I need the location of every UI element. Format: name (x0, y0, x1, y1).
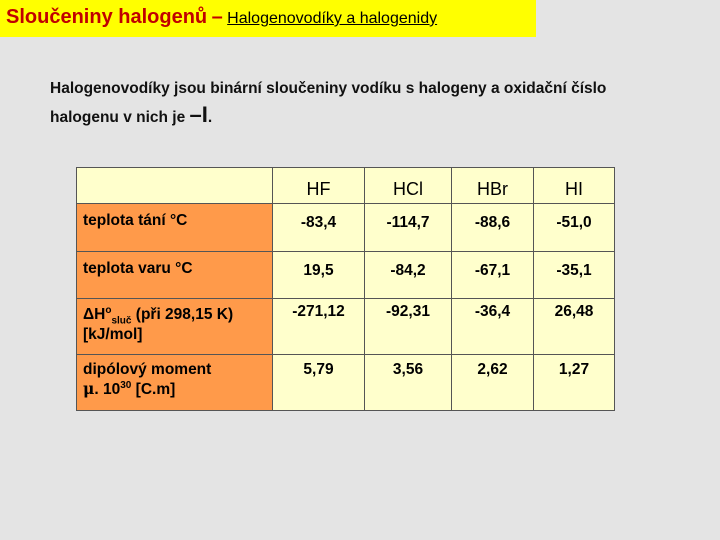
table-row (77, 252, 615, 299)
row-label-melting-point: teplota tání °C (77, 204, 273, 252)
slide-subtitle: Halogenovodíky a halogenidy (227, 10, 438, 27)
intro-end: . (207, 109, 213, 126)
enthalpy-condition: (při 298,15 K) (135, 306, 234, 324)
table-cell: -271,12 (273, 299, 365, 355)
table-cell: -84,2 (365, 252, 452, 299)
mu-symbol: μ (83, 379, 95, 398)
table-cell: -83,4 (273, 204, 365, 252)
row-label-boiling-point: teplota varu °C (77, 252, 273, 299)
table-corner-cell (77, 168, 273, 204)
table-cell: -88,6 (452, 204, 534, 252)
table-cell: 2,62 (452, 355, 534, 411)
table-cell: -35,1 (534, 252, 615, 299)
table-cell: 26,48 (534, 299, 615, 355)
table-row (77, 204, 615, 252)
column-header-hi: HI (534, 168, 615, 204)
enthalpy-unit: [kJ/mol] (83, 326, 143, 344)
table-cell: 19,5 (273, 252, 365, 299)
row-label-dipole-moment (77, 355, 273, 411)
table-cell: -67,1 (452, 252, 534, 299)
dipole-label: dipólový moment (83, 361, 212, 378)
intro-text: Halogenovodíky jsou binární sloučeniny vodíku s halogeny a oxidační číslo halogenu v nich je (50, 80, 607, 126)
table-cell: -92,31 (365, 299, 452, 355)
table-row (77, 299, 615, 355)
column-header-hbr: HBr (452, 168, 534, 204)
table-cell: -36,4 (452, 299, 534, 355)
column-header-hcl: HCl (365, 168, 452, 204)
table-cell: -114,7 (365, 204, 452, 252)
row-label-enthalpy (77, 299, 273, 355)
column-header-hf: HF (273, 168, 365, 204)
title-separator: – (211, 6, 223, 28)
intro-paragraph (50, 76, 670, 131)
table-cell: 3,56 (365, 355, 452, 411)
oxidation-state: –I (189, 102, 208, 127)
table-cell: 1,27 (534, 355, 615, 411)
dipole-unit: [C.m] (135, 381, 176, 398)
slide-title: Sloučeniny halogenů (6, 6, 208, 28)
halogen-properties-table (76, 167, 615, 411)
title-bar (0, 0, 536, 37)
table-header-row (77, 168, 615, 204)
dipole-exponent: 30 (120, 379, 132, 391)
dipole-factor: . 10 (94, 381, 121, 398)
table-row (77, 355, 615, 411)
delta-h-symbol: ΔH (83, 306, 106, 324)
table-cell: -51,0 (534, 204, 615, 252)
formation-sub: sluč (111, 315, 132, 327)
table-cell: 5,79 (273, 355, 365, 411)
standard-state-sup: o (105, 305, 112, 316)
